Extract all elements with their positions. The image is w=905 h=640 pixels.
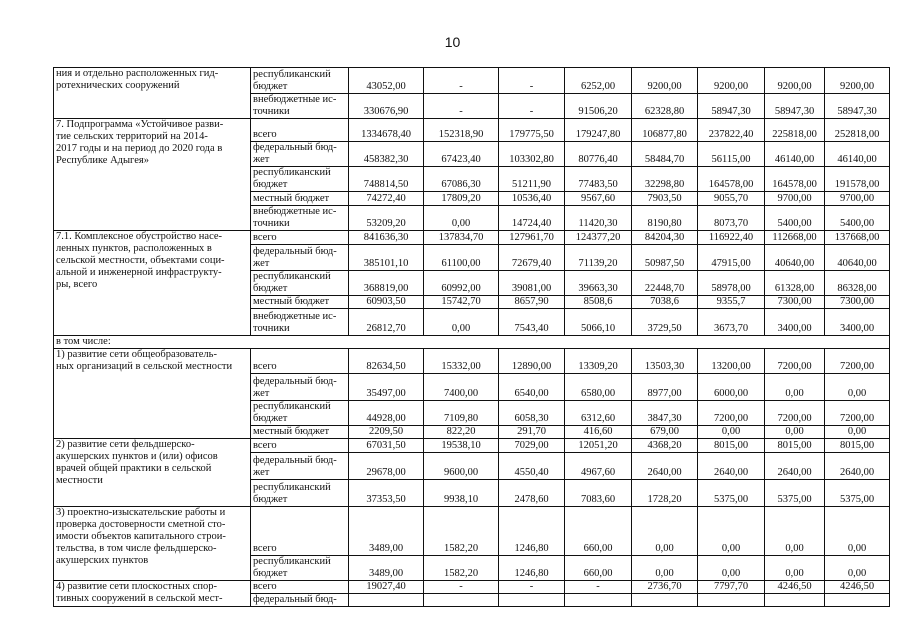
- amount-cell: 14724,40: [499, 206, 565, 231]
- amount-cell: 0,00: [765, 426, 825, 439]
- amount-cell: [349, 594, 424, 607]
- funding-source: местный бюджет: [251, 296, 349, 309]
- amount-cell: 8977,00: [632, 374, 698, 401]
- amount-cell: 2736,70: [632, 581, 698, 594]
- amount-cell: 841636,30: [349, 231, 424, 245]
- amount-cell: 67086,30: [424, 167, 499, 192]
- amount-cell: 86328,00: [825, 271, 890, 296]
- amount-cell: 252818,00: [825, 119, 890, 142]
- amount-cell: 1728,20: [632, 480, 698, 507]
- amount-cell: 3729,50: [632, 309, 698, 336]
- amount-cell: 84204,30: [632, 231, 698, 245]
- amount-cell: 6580,00: [565, 374, 632, 401]
- amount-cell: [632, 594, 698, 607]
- amount-cell: 2478,60: [499, 480, 565, 507]
- funding-source: местный бюджет: [251, 426, 349, 439]
- amount-cell: 124377,20: [565, 231, 632, 245]
- amount-cell: 0,00: [765, 556, 825, 581]
- amount-cell: 29678,00: [349, 453, 424, 480]
- amount-cell: 4246,50: [765, 581, 825, 594]
- funding-source: федеральный бюд- жет: [251, 245, 349, 271]
- amount-cell: 7038,6: [632, 296, 698, 309]
- program-description: 7.1. Комплексное обустройство насе- ленных пунктов, расположенных в сельской местности, объектами соци- альной и инженерной инфраструкту- ры, всего: [54, 231, 251, 336]
- amount-cell: 6058,30: [499, 401, 565, 426]
- funding-source: внебюджетные ис- точники: [251, 94, 349, 119]
- funding-source: всего: [251, 231, 349, 245]
- amount-cell: 385101,10: [349, 245, 424, 271]
- amount-cell: 0,00: [825, 374, 890, 401]
- amount-cell: 9700,00: [765, 192, 825, 206]
- amount-cell: 330676,90: [349, 94, 424, 119]
- amount-cell: 164578,00: [698, 167, 765, 192]
- amount-cell: 2209,50: [349, 426, 424, 439]
- amount-cell: 0,00: [424, 309, 499, 336]
- amount-cell: -: [424, 68, 499, 94]
- amount-cell: 7300,00: [765, 296, 825, 309]
- amount-cell: [424, 594, 499, 607]
- amount-cell: 137668,00: [825, 231, 890, 245]
- amount-cell: 9200,00: [632, 68, 698, 94]
- section-label: в том числе:: [54, 336, 890, 349]
- amount-cell: 0,00: [825, 556, 890, 581]
- amount-cell: [825, 594, 890, 607]
- funding-source: республиканский бюджет: [251, 271, 349, 296]
- amount-cell: 7200,00: [765, 401, 825, 426]
- funding-source: всего: [251, 581, 349, 594]
- table-row: [54, 581, 890, 594]
- amount-cell: 40640,00: [765, 245, 825, 271]
- amount-cell: 2640,00: [632, 453, 698, 480]
- amount-cell: 660,00: [565, 507, 632, 556]
- amount-cell: 6312,60: [565, 401, 632, 426]
- budget-table: [53, 67, 890, 607]
- funding-source: республиканский бюджет: [251, 167, 349, 192]
- amount-cell: 0,00: [825, 426, 890, 439]
- amount-cell: 660,00: [565, 556, 632, 581]
- amount-cell: 6000,00: [698, 374, 765, 401]
- amount-cell: 7400,00: [424, 374, 499, 401]
- amount-cell: 5375,00: [825, 480, 890, 507]
- amount-cell: 26812,70: [349, 309, 424, 336]
- amount-cell: 5375,00: [765, 480, 825, 507]
- amount-cell: 5066,10: [565, 309, 632, 336]
- program-description: 7. Подпрограмма «Устойчивое разви- тие сельских территорий на 2014- 2017 годы и на период до 2020 года в Республике Адыгея»: [54, 119, 251, 231]
- amount-cell: 9355,7: [698, 296, 765, 309]
- funding-source: республиканский бюджет: [251, 68, 349, 94]
- amount-cell: 39081,00: [499, 271, 565, 296]
- amount-cell: 19027,40: [349, 581, 424, 594]
- amount-cell: 61328,00: [765, 271, 825, 296]
- funding-source: республиканский бюджет: [251, 480, 349, 507]
- amount-cell: 2640,00: [765, 453, 825, 480]
- amount-cell: 46140,00: [765, 142, 825, 167]
- amount-cell: 43052,00: [349, 68, 424, 94]
- amount-cell: 0,00: [698, 556, 765, 581]
- amount-cell: 5400,00: [765, 206, 825, 231]
- amount-cell: 7083,60: [565, 480, 632, 507]
- funding-source: федеральный бюд- жет: [251, 142, 349, 167]
- page-number: 10: [444, 34, 461, 50]
- table-row: [54, 119, 890, 142]
- funding-source: всего: [251, 439, 349, 453]
- funding-source: федеральный бюд-: [251, 594, 349, 607]
- amount-cell: 13200,00: [698, 349, 765, 374]
- amount-cell: 7200,00: [765, 349, 825, 374]
- funding-source: всего: [251, 507, 349, 556]
- amount-cell: 62328,80: [632, 94, 698, 119]
- amount-cell: 9200,00: [698, 68, 765, 94]
- amount-cell: 3400,00: [825, 309, 890, 336]
- funding-source: федеральный бюд- жет: [251, 453, 349, 480]
- amount-cell: 12890,00: [499, 349, 565, 374]
- amount-cell: 58947,30: [765, 94, 825, 119]
- amount-cell: 15742,70: [424, 296, 499, 309]
- amount-cell: 0,00: [765, 374, 825, 401]
- amount-cell: 19538,10: [424, 439, 499, 453]
- amount-cell: 0,00: [765, 507, 825, 556]
- amount-cell: 1582,20: [424, 507, 499, 556]
- amount-cell: -: [424, 581, 499, 594]
- amount-cell: 15332,00: [424, 349, 499, 374]
- amount-cell: 8508,6: [565, 296, 632, 309]
- table-row: [54, 439, 890, 453]
- amount-cell: [765, 594, 825, 607]
- amount-cell: 3673,70: [698, 309, 765, 336]
- amount-cell: 152318,90: [424, 119, 499, 142]
- amount-cell: 7543,40: [499, 309, 565, 336]
- program-description: ния и отдельно расположенных гид- ротехнических сооружений: [54, 68, 251, 119]
- table-row: [54, 68, 890, 94]
- amount-cell: 5400,00: [825, 206, 890, 231]
- amount-cell: -: [499, 94, 565, 119]
- amount-cell: 35497,00: [349, 374, 424, 401]
- amount-cell: 44928,00: [349, 401, 424, 426]
- funding-source: республиканский бюджет: [251, 556, 349, 581]
- amount-cell: 6252,00: [565, 68, 632, 94]
- amount-cell: 1582,20: [424, 556, 499, 581]
- amount-cell: 7300,00: [825, 296, 890, 309]
- amount-cell: 237822,40: [698, 119, 765, 142]
- amount-cell: 179775,50: [499, 119, 565, 142]
- amount-cell: 416,60: [565, 426, 632, 439]
- amount-cell: 67423,40: [424, 142, 499, 167]
- amount-cell: 3489,00: [349, 507, 424, 556]
- amount-cell: 39663,30: [565, 271, 632, 296]
- amount-cell: 9938,10: [424, 480, 499, 507]
- amount-cell: 7903,50: [632, 192, 698, 206]
- amount-cell: 74272,40: [349, 192, 424, 206]
- funding-source: внебюджетные ис- точники: [251, 206, 349, 231]
- amount-cell: 58947,30: [825, 94, 890, 119]
- amount-cell: 0,00: [632, 507, 698, 556]
- amount-cell: 679,00: [632, 426, 698, 439]
- amount-cell: 11420,30: [565, 206, 632, 231]
- amount-cell: 7029,00: [499, 439, 565, 453]
- amount-cell: [698, 594, 765, 607]
- amount-cell: 71139,20: [565, 245, 632, 271]
- amount-cell: 8657,90: [499, 296, 565, 309]
- amount-cell: 13309,20: [565, 349, 632, 374]
- program-description: 1) развитие сети общеобразователь- ных организаций в сельской местности: [54, 349, 251, 439]
- amount-cell: 4550,40: [499, 453, 565, 480]
- amount-cell: 4967,60: [565, 453, 632, 480]
- amount-cell: 8015,00: [698, 439, 765, 453]
- amount-cell: 3847,30: [632, 401, 698, 426]
- amount-cell: 80776,40: [565, 142, 632, 167]
- amount-cell: 191578,00: [825, 167, 890, 192]
- amount-cell: 225818,00: [765, 119, 825, 142]
- amount-cell: 9055,70: [698, 192, 765, 206]
- table-row: [54, 336, 890, 349]
- amount-cell: 61100,00: [424, 245, 499, 271]
- amount-cell: 47915,00: [698, 245, 765, 271]
- amount-cell: 8015,00: [765, 439, 825, 453]
- amount-cell: 458382,30: [349, 142, 424, 167]
- amount-cell: 8073,70: [698, 206, 765, 231]
- amount-cell: 58978,00: [698, 271, 765, 296]
- amount-cell: [565, 594, 632, 607]
- amount-cell: 0,00: [424, 206, 499, 231]
- amount-cell: -: [499, 68, 565, 94]
- amount-cell: 164578,00: [765, 167, 825, 192]
- funding-source: местный бюджет: [251, 192, 349, 206]
- amount-cell: 127961,70: [499, 231, 565, 245]
- amount-cell: 32298,80: [632, 167, 698, 192]
- funding-source: всего: [251, 119, 349, 142]
- funding-source: федеральный бюд- жет: [251, 374, 349, 401]
- amount-cell: 137834,70: [424, 231, 499, 245]
- amount-cell: 37353,50: [349, 480, 424, 507]
- amount-cell: 3400,00: [765, 309, 825, 336]
- amount-cell: 0,00: [632, 556, 698, 581]
- amount-cell: 748814,50: [349, 167, 424, 192]
- amount-cell: 9600,00: [424, 453, 499, 480]
- amount-cell: 4368,20: [632, 439, 698, 453]
- amount-cell: 9567,60: [565, 192, 632, 206]
- amount-cell: 58484,70: [632, 142, 698, 167]
- amount-cell: 1246,80: [499, 507, 565, 556]
- program-description: 3) проектно-изыскательские работы и проверка достоверности сметной сто- имости объектов капитального строи- тельства, в том числе фельдшерско- акушерских пунктов: [54, 507, 251, 581]
- amount-cell: 13503,30: [632, 349, 698, 374]
- amount-cell: 12051,20: [565, 439, 632, 453]
- amount-cell: 0,00: [698, 507, 765, 556]
- amount-cell: 53209,20: [349, 206, 424, 231]
- amount-cell: 1246,80: [499, 556, 565, 581]
- funding-source: всего: [251, 349, 349, 374]
- amount-cell: 2640,00: [825, 453, 890, 480]
- amount-cell: 82634,50: [349, 349, 424, 374]
- amount-cell: 368819,00: [349, 271, 424, 296]
- amount-cell: 7200,00: [825, 401, 890, 426]
- amount-cell: 4246,50: [825, 581, 890, 594]
- table-row: [54, 231, 890, 245]
- amount-cell: 67031,50: [349, 439, 424, 453]
- amount-cell: 60992,00: [424, 271, 499, 296]
- amount-cell: 3489,00: [349, 556, 424, 581]
- amount-cell: 7200,00: [825, 349, 890, 374]
- amount-cell: 60903,50: [349, 296, 424, 309]
- amount-cell: 5375,00: [698, 480, 765, 507]
- amount-cell: 103302,80: [499, 142, 565, 167]
- amount-cell: 58947,30: [698, 94, 765, 119]
- amount-cell: 179247,80: [565, 119, 632, 142]
- amount-cell: -: [424, 94, 499, 119]
- amount-cell: 91506,20: [565, 94, 632, 119]
- amount-cell: 116922,40: [698, 231, 765, 245]
- funding-source: внебюджетные ис- точники: [251, 309, 349, 336]
- amount-cell: -: [565, 581, 632, 594]
- amount-cell: 7797,70: [698, 581, 765, 594]
- amount-cell: 106877,80: [632, 119, 698, 142]
- amount-cell: 2640,00: [698, 453, 765, 480]
- amount-cell: 0,00: [825, 507, 890, 556]
- program-description: 4) развитие сети плоскостных спор- тивных сооружений в сельской мест-: [54, 581, 251, 607]
- amount-cell: 46140,00: [825, 142, 890, 167]
- funding-source: республиканский бюджет: [251, 401, 349, 426]
- amount-cell: 9200,00: [765, 68, 825, 94]
- amount-cell: 291,70: [499, 426, 565, 439]
- amount-cell: 7200,00: [698, 401, 765, 426]
- table-row: [54, 507, 890, 556]
- amount-cell: 9700,00: [825, 192, 890, 206]
- amount-cell: 40640,00: [825, 245, 890, 271]
- amount-cell: 6540,00: [499, 374, 565, 401]
- amount-cell: [499, 594, 565, 607]
- program-description: 2) развитие сети фельдшерско- акушерских пунктов и (или) офисов врачей общей практики в сельской местности: [54, 439, 251, 507]
- amount-cell: 7109,80: [424, 401, 499, 426]
- amount-cell: 10536,40: [499, 192, 565, 206]
- amount-cell: 9200,00: [825, 68, 890, 94]
- amount-cell: 1334678,40: [349, 119, 424, 142]
- amount-cell: 22448,70: [632, 271, 698, 296]
- amount-cell: 51211,90: [499, 167, 565, 192]
- amount-cell: 8190,80: [632, 206, 698, 231]
- amount-cell: 17809,20: [424, 192, 499, 206]
- amount-cell: 56115,00: [698, 142, 765, 167]
- amount-cell: 72679,40: [499, 245, 565, 271]
- amount-cell: 0,00: [698, 426, 765, 439]
- amount-cell: -: [499, 581, 565, 594]
- amount-cell: 50987,50: [632, 245, 698, 271]
- amount-cell: 8015,00: [825, 439, 890, 453]
- table-row: [54, 349, 890, 374]
- amount-cell: 112668,00: [765, 231, 825, 245]
- amount-cell: 77483,50: [565, 167, 632, 192]
- amount-cell: 822,20: [424, 426, 499, 439]
